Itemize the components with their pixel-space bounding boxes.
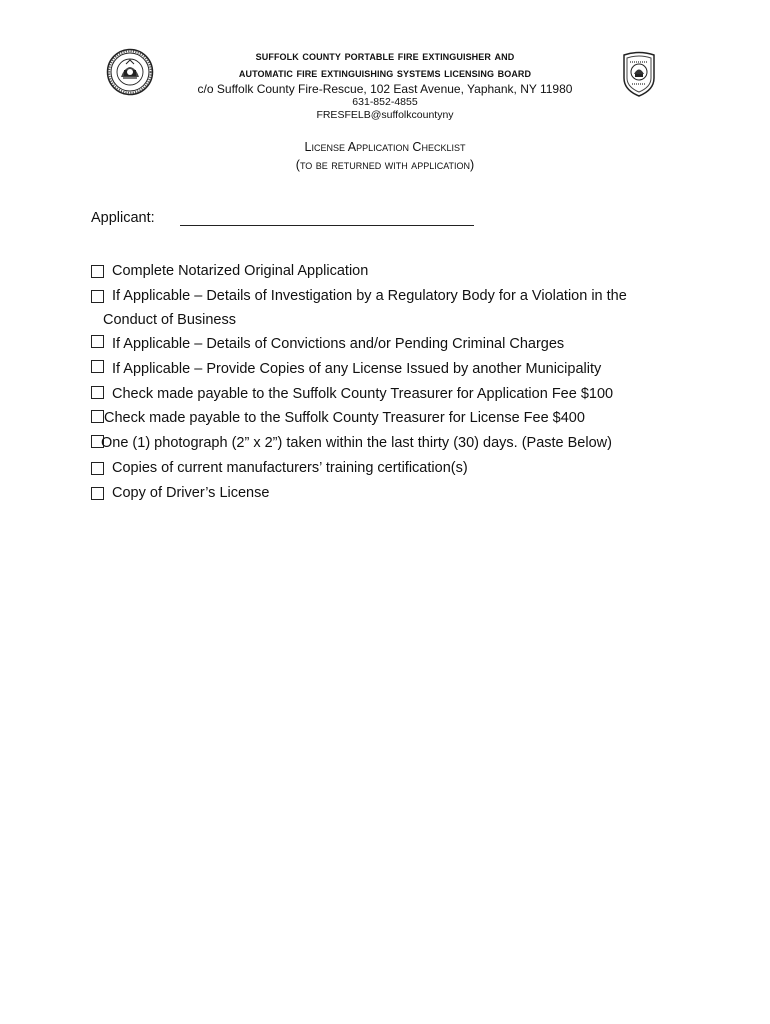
- checklist-item-application-fee[interactable]: [91, 385, 613, 403]
- checkbox[interactable]: [91, 265, 104, 278]
- checklist-item-convictions[interactable]: [91, 335, 564, 353]
- fire-rescue-badge-icon: [620, 50, 658, 98]
- checkbox[interactable]: [91, 335, 104, 348]
- checklist-item-label: Copies of current manufacturers’ training certification(s): [112, 460, 468, 476]
- county-seal-icon: [106, 48, 154, 96]
- checklist-item-label: If Applicable – Details of Convictions and/or Pending Criminal Charges: [112, 336, 565, 352]
- checklist-item-label: If Applicable – Provide Copies of any License Issued by another Municipality: [112, 361, 602, 377]
- checkbox[interactable]: [91, 487, 104, 500]
- checklist-item-label: Copy of Driver’s License: [112, 485, 270, 501]
- checklist-item-label: Check made payable to the Suffolk County Treasurer for License Fee $400: [104, 410, 585, 426]
- checklist-item-regulatory-investigation[interactable]: [91, 287, 627, 305]
- checklist-item-continuation: Conduct of Business: [103, 312, 236, 328]
- checklist-item-notarized-application[interactable]: [91, 262, 368, 280]
- applicant-field[interactable]: [180, 224, 474, 226]
- checkbox[interactable]: [91, 410, 104, 423]
- board-email: FRESFELB@suffolkcountyny: [316, 109, 454, 121]
- checkbox[interactable]: [91, 386, 104, 399]
- applicant-label: Applicant:: [91, 210, 155, 226]
- checklist-item-label: Complete Notarized Original Application: [112, 263, 369, 279]
- checklist-item-label: One (1) photograph (2” x 2”) taken within the last thirty (30) days. (Paste Below): [101, 435, 612, 451]
- checklist-item-photograph[interactable]: [91, 434, 612, 452]
- letterhead: [150, 48, 620, 122]
- checklist-item-drivers-license[interactable]: [91, 484, 269, 502]
- board-title-line-2: automatic fire extinguishing systems licensing board: [238, 66, 532, 80]
- checklist-item-label: Check made payable to the Suffolk County Treasurer for Application Fee $100: [112, 386, 614, 402]
- checklist-item-label: If Applicable – Details of Investigation by a Regulatory Body for a Violation in the: [112, 288, 627, 304]
- checklist-item-municipal-license[interactable]: [91, 360, 601, 378]
- checkbox[interactable]: [91, 360, 104, 373]
- checklist-subtitle: (to be returned with application): [295, 158, 475, 172]
- board-title-line-1: suffolk county portable fire extinguisher and: [255, 49, 515, 63]
- board-phone: 631-852-4855: [352, 96, 418, 108]
- checklist-title: License Application Checklist: [304, 140, 466, 154]
- checkbox[interactable]: [91, 290, 104, 303]
- board-address: c/o Suffolk County Fire-Rescue, 102 East Avenue, Yaphank, NY 11980: [197, 82, 573, 96]
- checklist-item-training-certification[interactable]: [91, 459, 468, 477]
- checkbox[interactable]: [91, 462, 104, 475]
- checklist-item-license-fee[interactable]: [91, 409, 585, 427]
